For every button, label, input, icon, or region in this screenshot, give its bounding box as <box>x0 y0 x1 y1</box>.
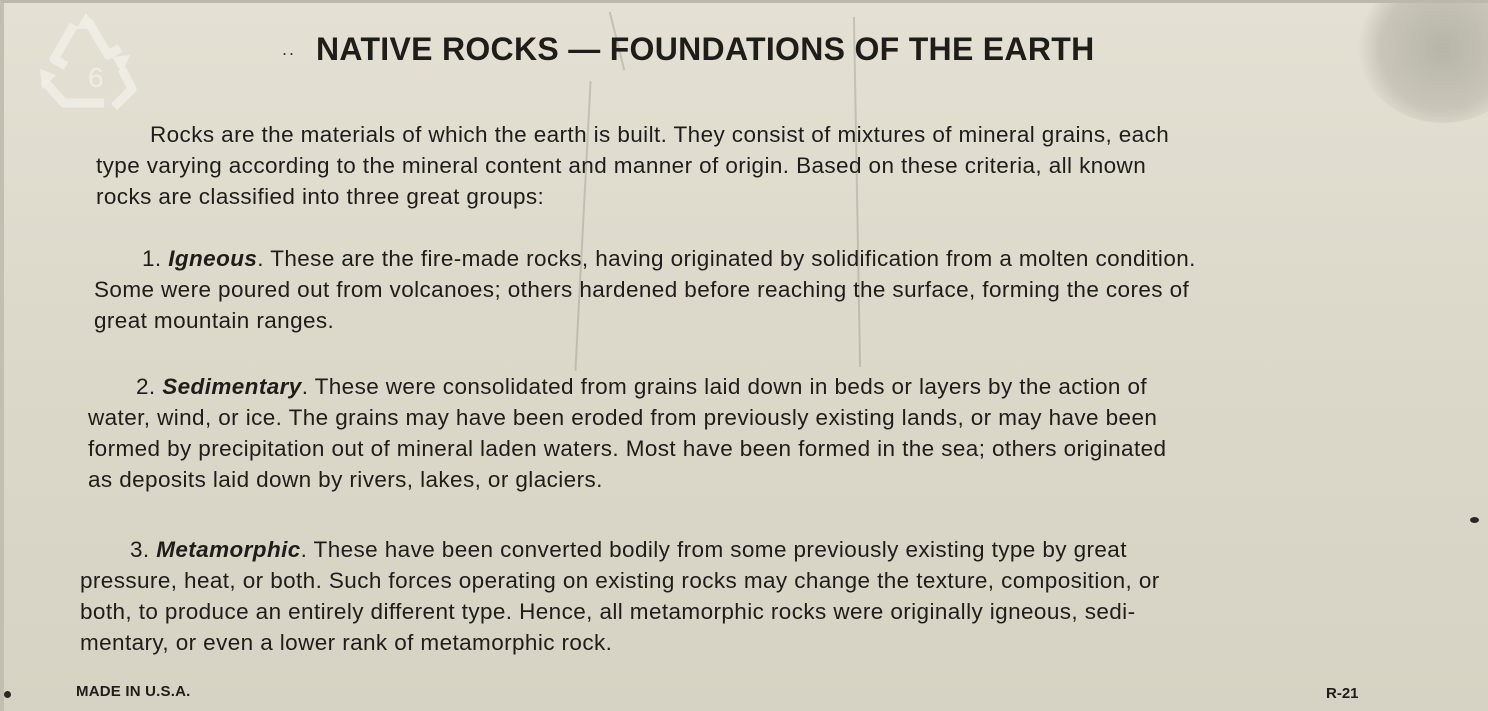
sedimentary-line: formed by precipitation out of mineral laden waters. Most have been formed in the sea; others originated <box>88 436 1167 461</box>
made-in-usa-text: MADE IN U.S.A. <box>76 683 191 700</box>
speck-mark <box>4 691 11 698</box>
metamorphic-line: pressure, heat, or both. Such forces operating on existing rocks may change the texture, composition, or <box>80 568 1160 593</box>
sedimentary-line <box>88 371 1166 402</box>
metamorphic-term: Metamorphic <box>156 537 301 562</box>
metamorphic-text: . These have been converted bodily from some previously existing type by great <box>300 537 1127 562</box>
igneous-line: great mountain ranges. <box>94 308 335 333</box>
igneous-term: Igneous <box>168 246 258 271</box>
sedimentary-text: . These were consolidated from grains laid down in beds or layers by the action of <box>301 374 1148 399</box>
igneous-paragraph <box>94 243 1196 336</box>
sedimentary-term: Sedimentary <box>162 374 302 399</box>
group-number: 2. <box>136 374 156 399</box>
recycle-code-number: 6 <box>88 62 104 93</box>
catalog-code: R-21 <box>1326 685 1359 702</box>
metamorphic-line: both, to produce an entirely different type. Hence, all metamorphic rocks were originally igneous, sedi- <box>80 599 1136 624</box>
label-title: NATIVE ROCKS — FOUNDATIONS OF THE EARTH <box>316 31 1095 67</box>
title-prefix-mark: .. <box>282 39 297 59</box>
metamorphic-line: mentary, or even a lower rank of metamorphic rock. <box>80 630 613 655</box>
metamorphic-line <box>80 534 1160 565</box>
corner-shadow <box>1358 0 1488 123</box>
recycle-symbol-icon <box>26 11 146 121</box>
intro-line: type varying according to the mineral content and manner of origin. Based on these criteria, all known <box>96 153 1147 178</box>
group-number: 1. <box>142 246 162 271</box>
intro-line: rocks are classified into three great groups: <box>96 184 545 209</box>
intro-paragraph <box>96 119 1169 212</box>
igneous-line: Some were poured out from volcanoes; others hardened before reaching the surface, forming the cores of <box>94 277 1190 302</box>
igneous-line <box>94 243 1196 274</box>
igneous-text: . These are the fire-made rocks, having originated by solidification from a molten condition. <box>257 246 1196 271</box>
speck-mark <box>1470 517 1479 523</box>
sedimentary-line: water, wind, or ice. The grains may have been eroded from previously existing lands, or may have been <box>88 405 1158 430</box>
intro-line: Rocks are the materials of which the earth is built. They consist of mixtures of mineral grains, each <box>150 122 1170 147</box>
sedimentary-paragraph <box>88 371 1166 495</box>
metamorphic-paragraph <box>80 534 1160 658</box>
group-number: 3. <box>130 537 150 562</box>
sedimentary-line: as deposits laid down by rivers, lakes, or glaciers. <box>88 467 603 492</box>
